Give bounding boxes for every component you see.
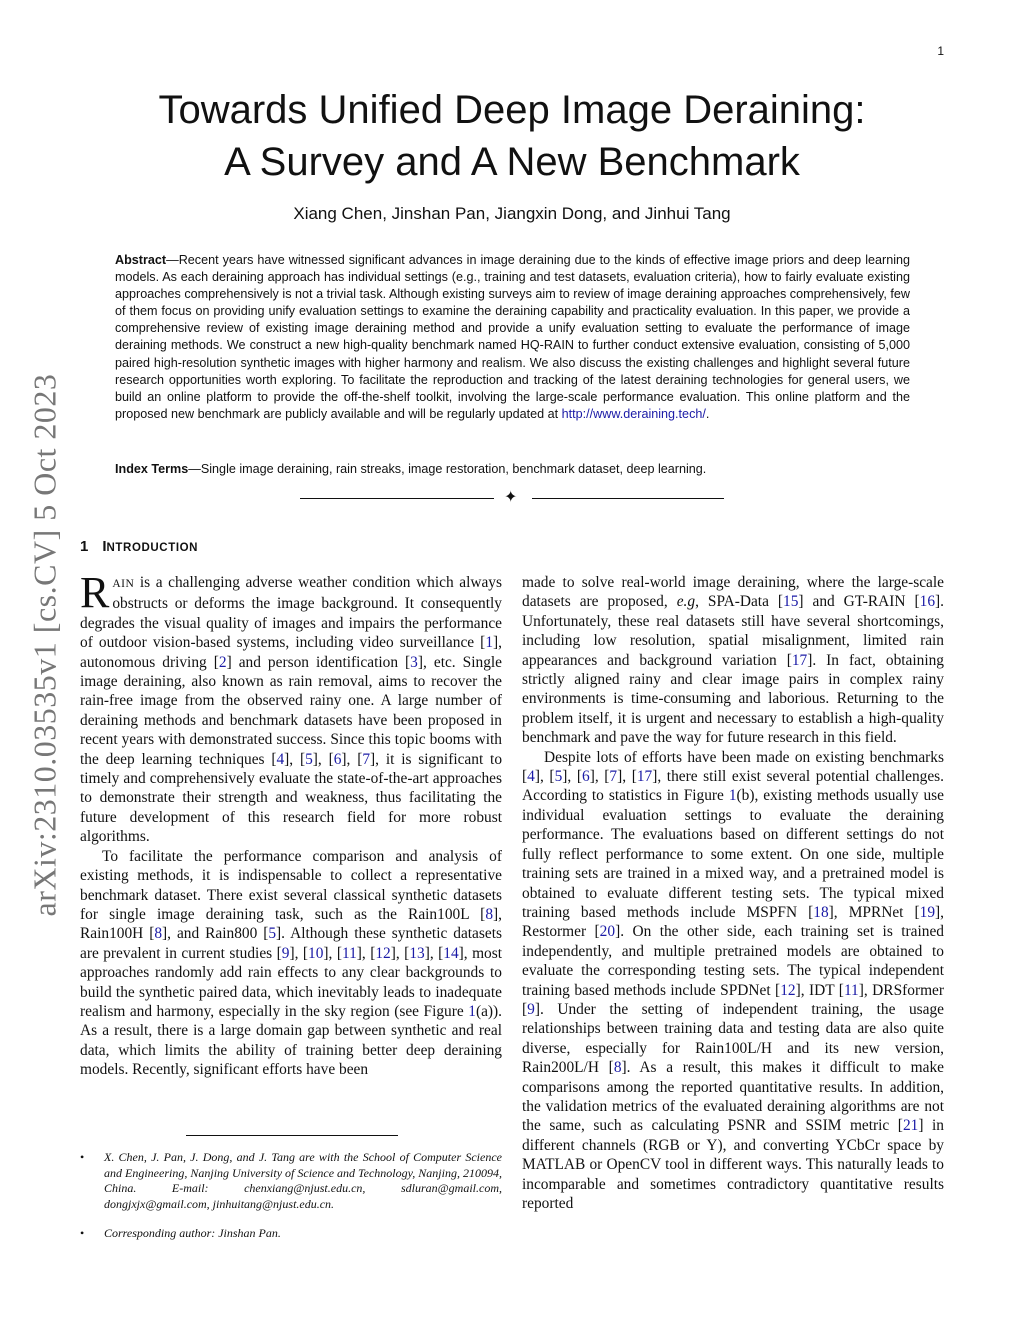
title-line-1: Towards Unified Deep Image Deraining: <box>158 88 866 132</box>
drop-cap: R <box>80 568 110 617</box>
website-link[interactable]: http://www.deraining.tech/ <box>561 406 706 421</box>
text-run: ]. Unfortunately, these real datasets still have several shortcomings, including low resolution, spatial misalignment, limited rain appearances and background variation [ <box>522 593 944 669</box>
text-run: ], [ <box>323 944 342 962</box>
citation-link[interactable]: 17 <box>791 651 808 669</box>
citation-link[interactable]: 7 <box>609 768 618 786</box>
citation-link[interactable]: 11 <box>843 981 859 999</box>
citation-link[interactable]: 6 <box>581 768 590 786</box>
citation-link[interactable]: 6 <box>333 750 342 768</box>
text-run: ], most approaches randomly add rain effects to any clear backgrounds to build the synthetic paired data, which inevitably leads to inadequate realism and harmony, especially in the sky region (see Figure <box>80 944 503 1020</box>
text-run: ]. On the other side, each training set is trained independently, and multiple pretrained models are obtained to evaluate the corresponding testing sets. The typical independent training based methods include SPDNet [ <box>522 923 944 999</box>
author-list: Xiang Chen, Jinshan Pan, Jiangxin Dong, and Jinhui Tang <box>293 204 731 223</box>
footnote-affiliation <box>80 1150 502 1212</box>
text-run: ] and person identification [ <box>226 653 411 671</box>
italic-eg: e.g <box>676 593 696 611</box>
text-run: ]. In fact, obtaining strictly aligned rainy and clear image pairs in complex rainy environments is time-consuming and laborious. Returning to the problem itself, it is urgent and necessary to establish a high-quality benchmark and pave the way for future research in this field. <box>522 651 945 747</box>
text-run: ], autonomous driving [ <box>80 634 502 671</box>
section-title-initial: I <box>102 538 107 555</box>
divider-line-right <box>532 498 724 499</box>
text-run: To facilitate the performance comparison and analysis of existing methods, it is indispensable to collect a representative benchmark dataset. There exist several classical synthetic datasets for single image deraining task, such as the Rain100L [ <box>80 847 502 923</box>
citation-link[interactable]: 19 <box>919 903 936 921</box>
citation-link[interactable]: 10 <box>308 944 324 962</box>
text-run: ], [ <box>424 944 444 962</box>
smallcaps-word: AIN <box>112 578 135 590</box>
text-run: ]. Although these synthetic datasets are prevalent in current studies [ <box>80 925 502 962</box>
text-run: ], [ <box>289 944 309 962</box>
citation-link[interactable]: 16 <box>919 593 936 611</box>
footnote-affiliation-text: X. Chen, J. Pan, J. Dong, and J. Tang are with the School of Computer Science and Engineering, Nanjing University of Science and Technology, Nanjing, 210094, China. E-mail: chenxiang@njust.edu.cn, sdluran@gmail.com, dongjxjx@gmail.com, jinhuitang@njust.edu.cn. <box>104 1150 502 1211</box>
text-run: ], it is significant to timely and comprehensively evaluate the state-of-the-art approaches to demonstrate their strength and weakness, thus facilitating the future development of this research field for more robust algorithms. <box>80 750 503 846</box>
arxiv-stamp: arXiv:2310.03535v1 [cs.CV] 5 Oct 2023 <box>26 373 63 917</box>
text-run: ]. Under the setting of independent training, the usage relationships between training data and testing data are also quite diverse, especially for Rain100L/H and its new version, Rain200L/H [ <box>522 1000 944 1077</box>
citation-link[interactable]: 2 <box>218 653 227 671</box>
text-run: made to solve real-world image deraining, where the large-scale datasets are proposed, <box>522 574 944 611</box>
citation-link[interactable]: 17 <box>636 768 653 786</box>
citation-link[interactable]: 18 <box>813 903 829 921</box>
text-run: ], [ <box>534 768 555 786</box>
intro-paragraph-1 <box>80 568 503 847</box>
text-run: (b), existing methods usually use individual evaluation settings to evaluate the deraining performance. The evaluations based on different settings do not fully reflect performance to some extent. On one side, multiple training sets are trained in a mixed way, and a pretrained model is obtained to evaluate different testing sets. The typical mixed training based methods include MSPFN [ <box>522 787 944 921</box>
text-run: ], there still exist several potential challenges. According to statistics in Figure <box>522 768 945 805</box>
text-run: Despite lots of efforts have been made on existing benchmarks [ <box>522 748 944 786</box>
citation-link[interactable]: 4 <box>276 750 285 768</box>
section-heading-introduction <box>80 538 198 555</box>
text-run: (a)). As a result, there is a large domain gap between synthetic and real data, which limits the ability of training better deep deraining models. Recently, significant efforts have been <box>80 1002 502 1079</box>
text-run: ], [ <box>617 768 637 786</box>
citation-link[interactable]: 5 <box>305 750 313 768</box>
bullet-icon: • <box>80 1150 85 1164</box>
citation-link[interactable]: 7 <box>362 750 371 768</box>
section-divider <box>300 490 724 506</box>
intro-paragraph-3 <box>522 573 944 748</box>
intro-paragraph-4 <box>522 748 944 1214</box>
text-run: is a challenging adverse weather condition which always obstructs or deforms the image background. It consequently degrades the visual quality of images and impairs the performance of outdoor vision-based systems, including video surveillance [ <box>80 574 502 652</box>
bullet-icon: • <box>80 1226 85 1240</box>
text-run: ], [ <box>356 944 376 962</box>
text-run: ]. As a result, this makes it difficult to make comparisons among the reported quantitative results. In addition, the validation metrics of the evaluated deraining algorithms are not the same, such as calculating PSNR and SSIM metric [ <box>522 1059 944 1135</box>
abstract-label: Abstract <box>115 253 167 267</box>
left-column <box>80 568 503 1080</box>
right-column <box>522 573 944 1213</box>
figure-link[interactable]: 1 <box>728 787 737 805</box>
divider-line-left <box>300 498 494 499</box>
figure-link[interactable]: 1 <box>468 1002 476 1020</box>
citation-link[interactable]: 9 <box>281 944 290 962</box>
divider-diamond-icon: ✦ <box>504 489 518 506</box>
citation-link[interactable]: 8 <box>154 925 163 943</box>
text-run: ], [ <box>562 768 582 786</box>
text-run: ], [ <box>284 750 306 768</box>
citation-link[interactable]: 3 <box>410 653 418 671</box>
citation-link[interactable]: 14 <box>443 944 459 962</box>
text-run: ], and Rain800 [ <box>162 925 269 943</box>
citation-link[interactable]: 8 <box>613 1059 622 1077</box>
citation-link[interactable]: 1 <box>485 634 494 652</box>
citation-link[interactable]: 8 <box>485 905 494 923</box>
text-run: ], IDT [ <box>795 981 844 999</box>
citation-link[interactable]: 21 <box>902 1117 919 1135</box>
paper-title <box>0 84 1024 188</box>
text-run: ] in different channels (RGB or Y), and converting YCbCr space by MATLAB or OpenCV tool in different ways. This naturally leads to incomparable and sometimes contradictory quantitative results reported <box>522 1117 944 1212</box>
text-run: ], [ <box>341 750 363 768</box>
citation-link[interactable]: 13 <box>409 944 425 962</box>
text-run: ], Rain100H [ <box>80 905 502 943</box>
text-run: , SPA-Data [ <box>695 593 783 611</box>
text-run: ], [ <box>390 944 410 962</box>
citation-link[interactable]: 15 <box>783 593 799 611</box>
abstract-text: —Recent years have witnessed significant advances in image deraining due to the kinds of effective image priors and deep learning models. As each deraining approach has individual settings (e.g., training and test datasets, evaluation criteria), how to fairly evaluate existing approaches comprehensively is not a trivial task. Although existing surveys aim to review of image deraining approaches comprehensively, few of them focus on providing unify evaluation settings to examine the deraining capability and practicality evaluation. In this paper, we provide a comprehensive review of existing image deraining method and provide a unify evaluation setting to evaluate the performance of image deraining methods. We construct a new high-quality benchmark named HQ-RAIN to further conduct extensive evaluation, consisting of 5,000 paired high-resolution synthetic images with higher harmony and realism. We also discuss the existing challenges and highlight several future research opportunities worth exploring. To facilitate the reproduction and tracking of the latest deraining technologies for general users, we build an online platform to provide the off-the-shelf toolkit, involving the large-scale performance evaluation. This online platform and the proposed new benchmark are publicly available and will be regularly updated at <box>115 253 910 421</box>
section-number: 1 <box>80 538 89 555</box>
text-run: ], MPRNet [ <box>828 903 920 921</box>
text-run: ], [ <box>589 768 610 786</box>
text-run: ], Restormer [ <box>522 903 944 941</box>
text-run: ], [ <box>312 750 334 768</box>
abstract-end: . <box>705 406 710 421</box>
title-line-2: A Survey and A New Benchmark <box>224 140 800 184</box>
citation-link[interactable]: 20 <box>599 923 616 941</box>
text-run: ], DRSformer [ <box>522 981 944 1018</box>
intro-paragraph-2 <box>80 847 502 1080</box>
citation-link[interactable]: 5 <box>268 925 277 943</box>
section-title-rest: NTRODUCTION <box>106 542 199 554</box>
footnote-corresponding-text: Corresponding author: Jinshan Pan. <box>104 1226 281 1240</box>
citation-link[interactable]: 12 <box>375 944 391 962</box>
citation-link[interactable]: 4 <box>527 768 535 786</box>
index-terms <box>115 462 910 476</box>
citation-link[interactable]: 9 <box>527 1000 535 1018</box>
citation-link[interactable]: 11 <box>341 944 357 962</box>
index-terms-label: Index Terms <box>115 462 189 476</box>
index-terms-text: —Single image deraining, rain streaks, image restoration, benchmark dataset, deep learning. <box>188 462 707 476</box>
abstract <box>115 252 910 423</box>
page-number: 1 <box>937 44 944 58</box>
citation-link[interactable]: 12 <box>780 981 796 999</box>
text-run: ], etc. Single image deraining, also known as rain removal, aims to recover the rain-free image from the observed rainy one. A large number of deraining methods and benchmark datasets have been proposed in recent years with demonstrated success. Since this topic booms with the deep learning techniques [ <box>80 653 502 768</box>
text-run: ] and GT-RAIN [ <box>798 593 920 611</box>
footnote-rule <box>186 1135 398 1136</box>
citation-link[interactable]: 5 <box>554 768 563 786</box>
footnote-corresponding <box>80 1226 502 1242</box>
